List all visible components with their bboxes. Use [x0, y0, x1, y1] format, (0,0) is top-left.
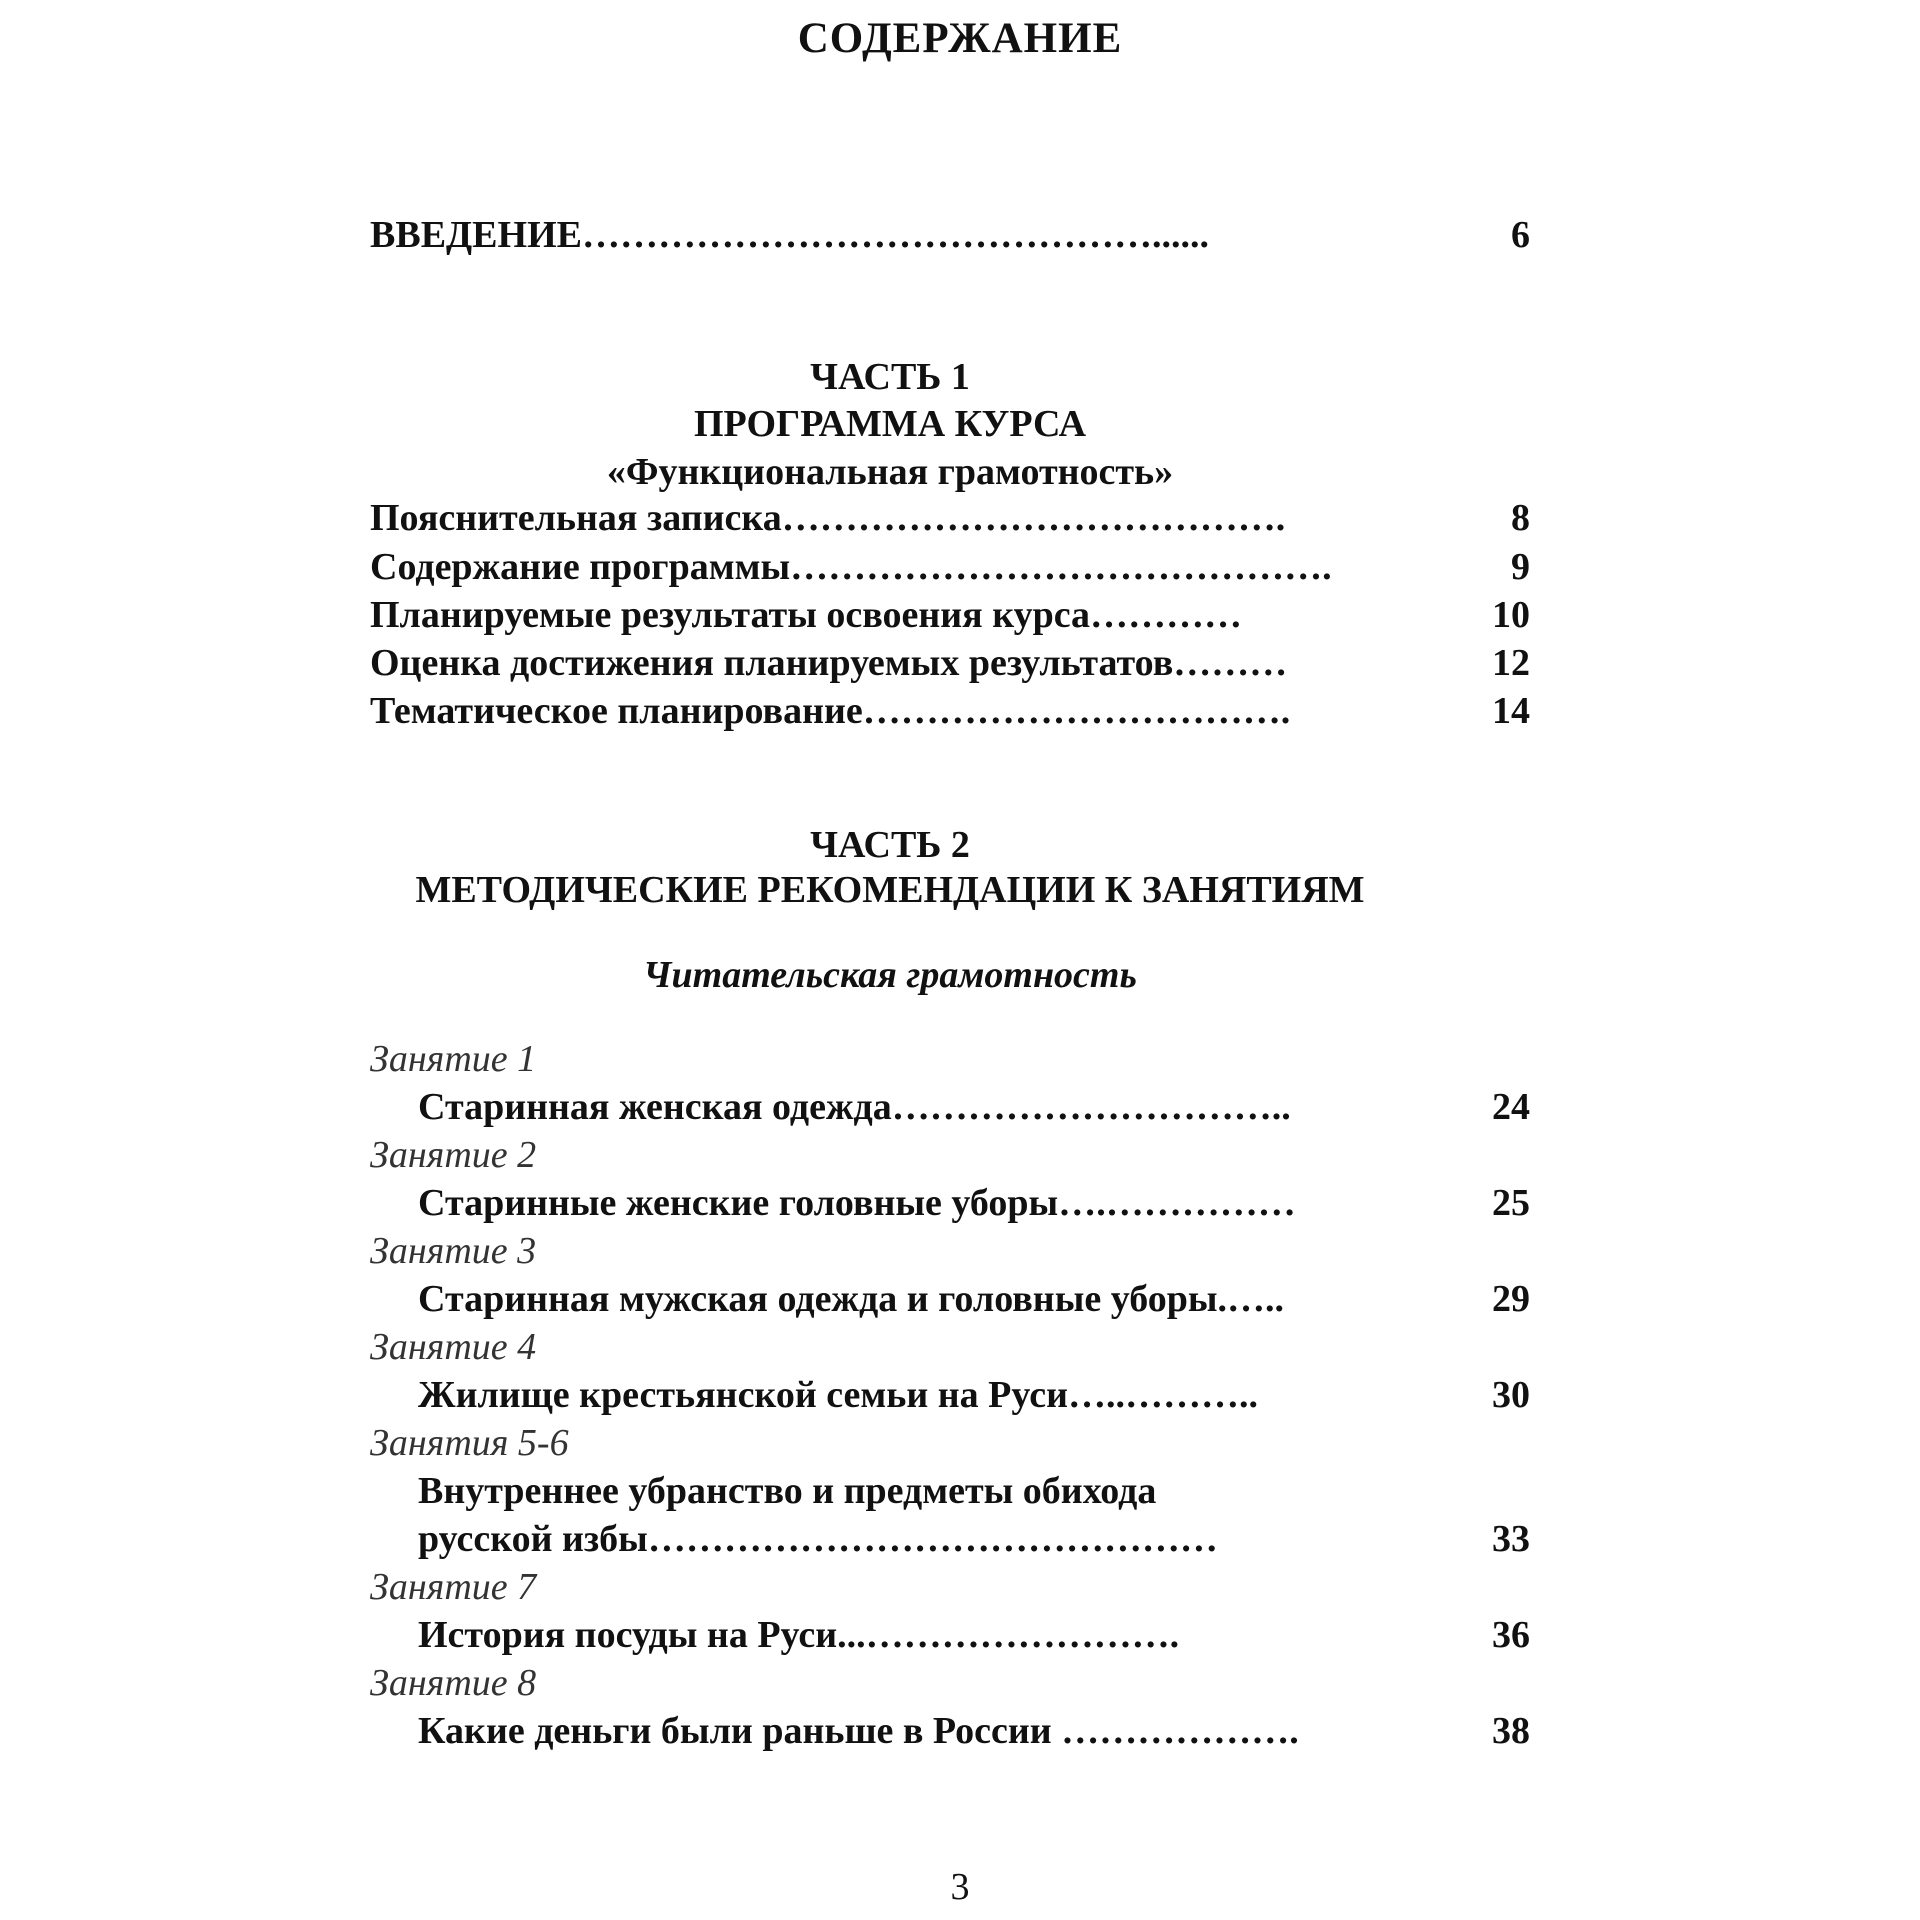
toc-page: 36	[1492, 1614, 1530, 1656]
toc-page: 24	[1492, 1086, 1530, 1128]
toc-entry[interactable]: Оценка достижения планируемых результатов………	[370, 642, 1288, 684]
part1-subtitle: «Функциональная грамотность»	[606, 451, 1174, 493]
lesson-label: Занятие 4	[370, 1326, 537, 1368]
part1-number: ЧАСТЬ 1	[810, 356, 970, 398]
toc-entry[interactable]: Старинная женская одежда…………………………..	[418, 1086, 1291, 1128]
toc-entry-continued[interactable]: русской избы………………………………………	[418, 1518, 1218, 1560]
toc-page: 10	[1492, 594, 1530, 636]
lesson-label: Занятия 5-6	[370, 1422, 569, 1464]
toc-page: 12	[1492, 642, 1530, 684]
toc-entry[interactable]: Тематическое планирование…………………………….	[370, 690, 1291, 732]
toc-page: 14	[1492, 690, 1530, 732]
lesson-label: Занятие 7	[370, 1566, 537, 1608]
toc-entry[interactable]: Пояснительная записка………………………………….	[370, 497, 1286, 539]
part1-title: ПРОГРАММА КУРСА	[693, 403, 1087, 445]
section-heading: Читательская грамотность	[643, 954, 1137, 996]
toc-entry[interactable]: Старинные женские головные уборы….……………	[418, 1182, 1296, 1224]
toc-page: 9	[1511, 546, 1530, 588]
toc-page: 30	[1492, 1374, 1530, 1416]
toc-entry[interactable]: История посуды на Руси...…………………….	[418, 1614, 1180, 1656]
toc-entry[interactable]: Содержание программы…………………………………….	[370, 546, 1332, 588]
toc-entry-intro[interactable]: ВВЕДЕНИЕ………………………………………......	[370, 214, 1209, 256]
toc-page: 29	[1492, 1278, 1530, 1320]
toc-entry[interactable]: Внутреннее убранство и предметы обихода	[418, 1470, 1157, 1512]
lesson-label: Занятие 1	[370, 1038, 537, 1080]
toc-page: 8	[1511, 497, 1530, 539]
toc-entry[interactable]: Жилище крестьянской семьи на Руси…..………..	[418, 1374, 1258, 1416]
toc-entry[interactable]: Планируемые результаты освоения курса…………	[370, 594, 1243, 636]
lesson-label: Занятие 8	[370, 1662, 537, 1704]
part2-number: ЧАСТЬ 2	[810, 824, 970, 866]
lesson-label: Занятие 2	[370, 1134, 537, 1176]
part2-title: МЕТОДИЧЕСКИЕ РЕКОМЕНДАЦИИ К ЗАНЯТИЯМ	[415, 869, 1365, 911]
toc-entry[interactable]: Какие деньги были раньше в России ……………….	[418, 1710, 1299, 1752]
toc-page: 25	[1492, 1182, 1530, 1224]
toc-page: 33	[1492, 1518, 1530, 1560]
lesson-label: Занятие 3	[370, 1230, 537, 1272]
toc-page: 38	[1492, 1710, 1530, 1752]
page-title: СОДЕРЖАНИЕ	[797, 15, 1123, 62]
toc-page-intro: 6	[1511, 214, 1530, 256]
page-number: 3	[950, 1866, 970, 1908]
toc-entry[interactable]: Старинная мужская одежда и головные уборы.…..	[418, 1278, 1285, 1320]
